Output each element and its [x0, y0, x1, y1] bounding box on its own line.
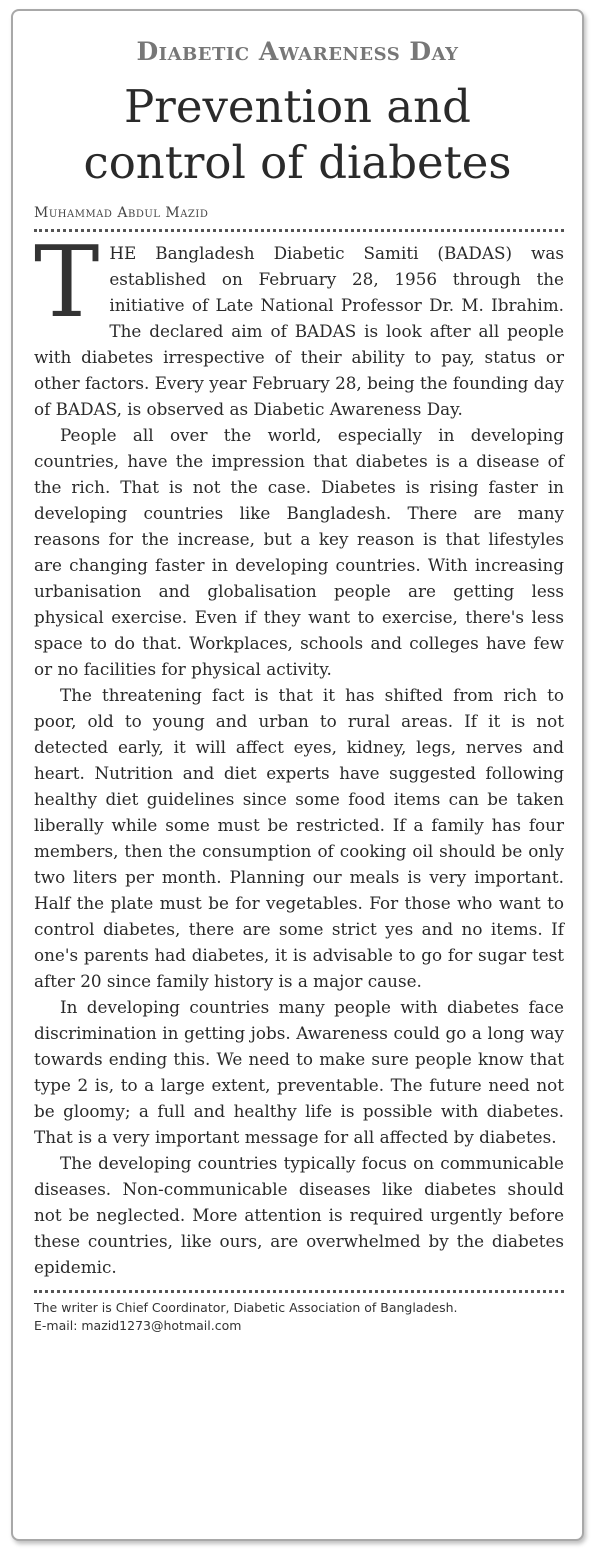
author-affiliation: The writer is Chief Coordinator, Diabetic Association of Bangladesh. [34, 1300, 458, 1315]
author-email: E-mail: mazid1273@hotmail.com [34, 1318, 242, 1333]
headline-line-1: Prevention and [124, 80, 471, 133]
byline: Muhammad Abdul Mazid [34, 205, 209, 221]
paragraph-1 [34, 226, 564, 422]
paragraph-1-text: HE Bangladesh Diabetic Samiti (BADAS) was established on February 28, 1956 through the initiative of Late National Professor Dr. M. Ibrahim. The declared aim of BADAS is look after all people with diabetes irrespective of their ability to pay, status or other factors. Every year February 28, being the founding day of BADAS, is observed as Diabetic Awareness Day. [34, 243, 564, 419]
kicker: Diabetic Awareness Day [136, 37, 459, 66]
paragraph-4: In developing countries many people with diabetes face discrimination in getting jobs. Awareness could go a long way towards ending this. We need to make sure people know that type 2 is, to a large extent, preventable. The future need not be gloomy; a full and healthy life is possible with diabetes. That is a very important message for all affected by diabetes. [34, 997, 564, 1147]
paragraph-2: People all over the world, especially in developing countries, have the impression that diabetes is a disease of the rich. That is not the case. Diabetes is rising faster in developing countries like Bangladesh. There are many reasons for the increase, but a key reason is that lifestyles are changing faster in developing countries. With increasing urbanisation and globalisation people are getting less physical exercise. Even if they want to exercise, there's less space to do that. Workplaces, schools and colleges have few or no facilities for physical activity. [34, 425, 564, 679]
article-body [34, 226, 564, 1280]
headline-line-2: control of diabetes [83, 136, 512, 189]
article-frame [11, 9, 584, 1541]
byline-divider [34, 229, 564, 232]
author-note [34, 1299, 564, 1335]
paragraph-5: The developing countries typically focus on communicable diseases. Non-communicable diseases like diabetes should not be neglected. More attention is required urgently before these countries, like ours, are overwhelmed by the diabetes epidemic. [34, 1153, 564, 1277]
headline [13, 79, 582, 191]
paragraph-3: The threatening fact is that it has shifted from rich to poor, old to young and urban to rural areas. If it is not detected early, it will affect eyes, kidney, legs, nerves and heart. Nutrition and diet experts have suggested following healthy diet guidelines since some food items can be taken liberally while some must be restricted. If a family has four members, then the consumption of cooking oil should be only two liters per month. Planning our meals is very important. Half the plate must be for vegetables. For those who want to control diabetes, there are some strict yes and no items. If one's parents had diabetes, it is advisable to go for sugar test after 20 since family history is a major cause. [34, 685, 564, 991]
footer-divider [34, 1290, 564, 1293]
drop-cap: T [34, 226, 100, 340]
